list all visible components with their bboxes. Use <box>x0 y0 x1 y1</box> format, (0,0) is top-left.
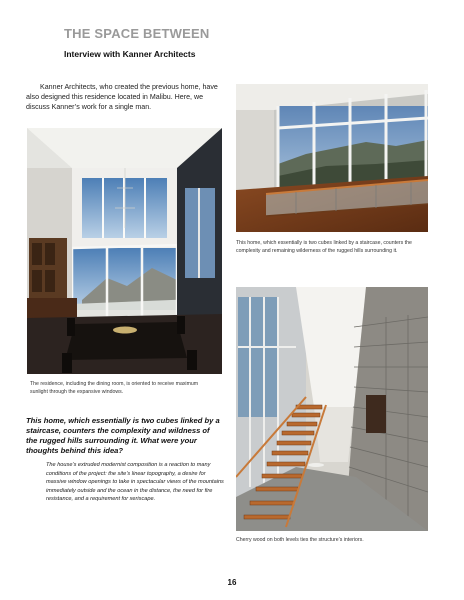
hallway-railing-image <box>236 84 428 232</box>
intro-text: Kanner Architects, who created the previous home, have also designed this residence located in Malibu. Here, we discuss Kanner’s work for a single man. <box>26 83 218 111</box>
page-title: THE SPACE BETWEEN <box>64 26 210 41</box>
article-subtitle: Interview with Kanner Architects <box>64 49 196 59</box>
dining-room-image <box>27 128 222 374</box>
page-number: 16 <box>227 578 237 587</box>
caption-upper-right: This home, which essentially is two cubes linked by a staircase, counters the complexity and remaining wilderness of the rugged hills surrounding it. <box>236 240 412 254</box>
interview-answer: The house’s extruded modernist composition is a reaction to many conditions of the project: the site’s linear topography, a desire for massive window openings to take in spectacular views of the mountains immediately outside and the ocean in the distance, the need for fire resistance, and a requirement for xeriscape. <box>46 462 224 503</box>
interview-question: This home, which essentially is two cubes linked by a staircase, counters the complexity and wildness of the rugged hills surrounding it. What were your thoughts behind this idea? <box>26 416 220 455</box>
staircase-image <box>236 287 428 531</box>
photo-staircase <box>236 287 428 531</box>
caption-staircase: Cherry wood on both levels ties the structure’s interiors. <box>236 537 364 543</box>
intro-paragraph <box>26 82 224 112</box>
photo-upper-right <box>236 84 428 232</box>
caption-dining-room: The residence, including the dining room, is oriented to receive maximum sunlight through the expansive windows. <box>30 381 199 395</box>
photo-dining-room <box>27 128 222 374</box>
